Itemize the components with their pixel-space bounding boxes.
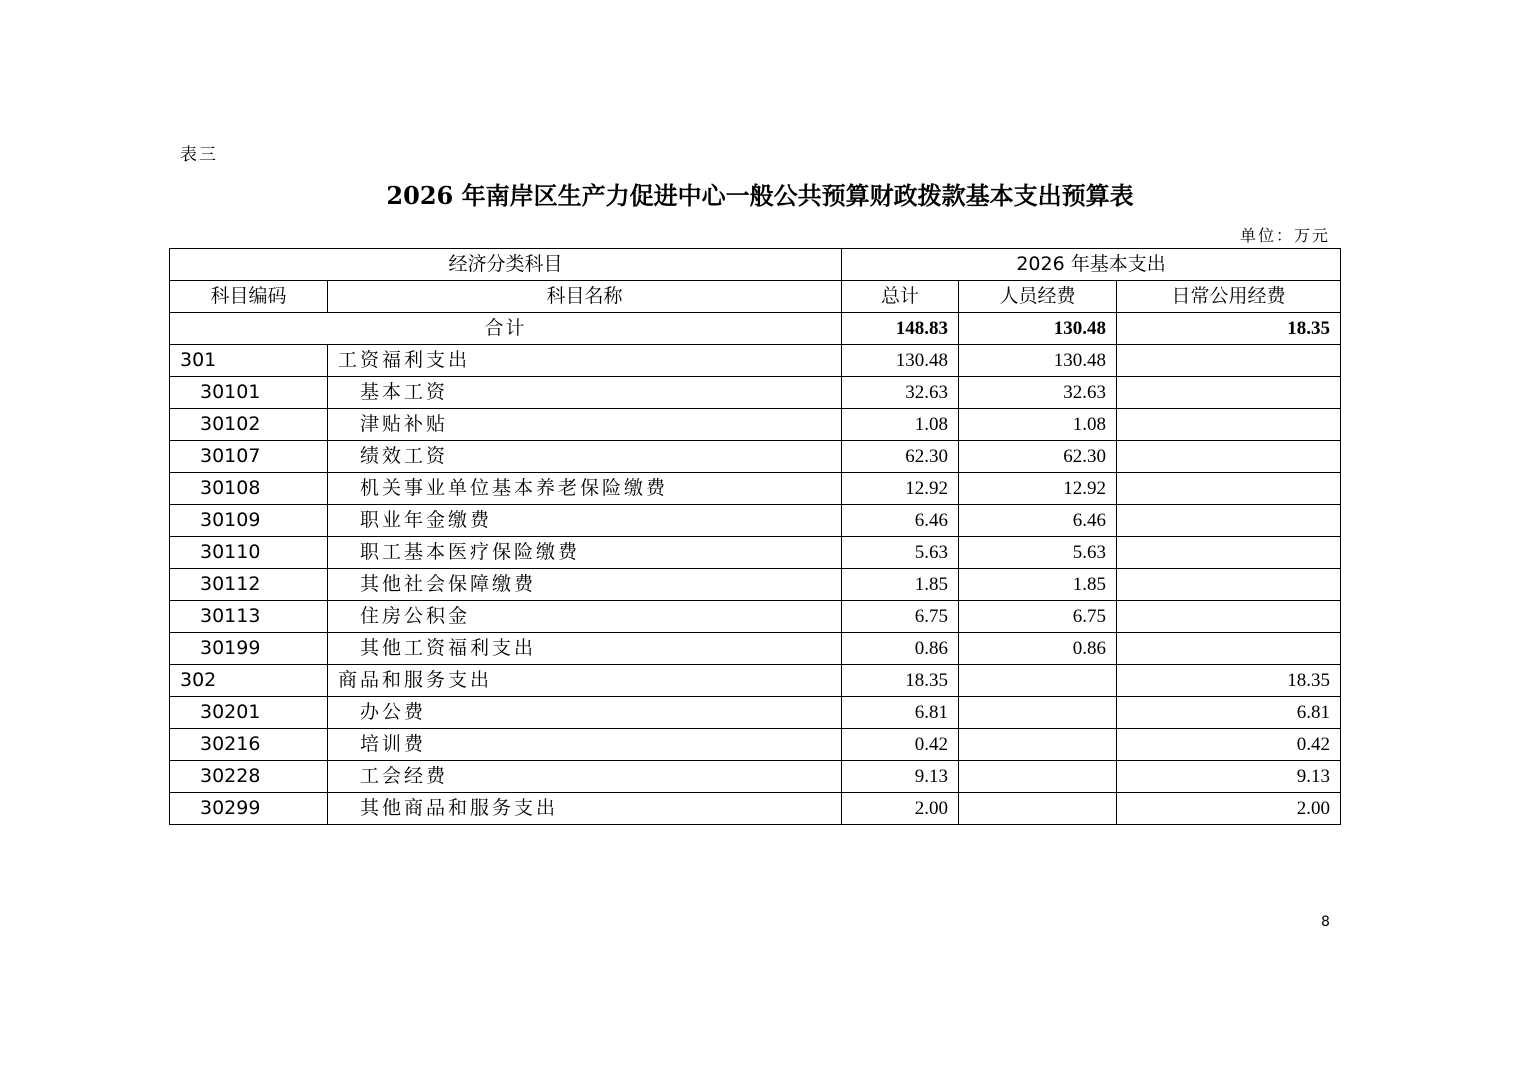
table-row [170,665,1341,697]
cell-personnel: 6.75 [959,601,1117,633]
column-header-daily-public: 日常公用经费 [1117,281,1341,313]
total-personnel: 130.48 [959,313,1117,345]
cell-name: 住房公积金 [328,601,842,633]
cell-total: 32.63 [842,377,959,409]
cell-daily-public: 2.00 [1117,793,1341,825]
table-row [170,377,1341,409]
total-daily-public: 18.35 [1117,313,1341,345]
cell-personnel: 62.30 [959,441,1117,473]
unit-label: 单位：万元 [1239,226,1330,245]
group-header-economic-classification: 经济分类科目 [170,249,842,281]
cell-total: 6.46 [842,505,959,537]
table-row [170,409,1341,441]
cell-name: 培训费 [328,729,842,761]
cell-personnel: 1.85 [959,569,1117,601]
cell-daily-public: 6.81 [1117,697,1341,729]
table-row [170,697,1341,729]
cell-daily-public [1117,537,1341,569]
cell-total: 9.13 [842,761,959,793]
group-header-row [170,249,1341,281]
cell-total: 6.81 [842,697,959,729]
cell-daily-public [1117,633,1341,665]
table-row [170,441,1341,473]
cell-name: 其他社会保障缴费 [328,569,842,601]
column-header-name: 科目名称 [328,281,842,313]
total-row [170,313,1341,345]
cell-total: 12.92 [842,473,959,505]
table-row [170,761,1341,793]
cell-code: 302 [170,665,328,697]
cell-code: 30102 [170,409,328,441]
cell-code: 30113 [170,601,328,633]
table-row [170,569,1341,601]
cell-name: 机关事业单位基本养老保险缴费 [328,473,842,505]
table-row [170,473,1341,505]
column-header-total: 总计 [842,281,959,313]
cell-code: 30201 [170,697,328,729]
cell-total: 1.08 [842,409,959,441]
cell-personnel [959,761,1117,793]
column-header-personnel: 人员经费 [959,281,1117,313]
cell-personnel: 12.92 [959,473,1117,505]
cell-name: 津贴补贴 [328,409,842,441]
cell-name: 办公费 [328,697,842,729]
cell-daily-public [1117,377,1341,409]
cell-total: 0.86 [842,633,959,665]
table-label: 表三 [180,145,218,165]
cell-name: 职工基本医疗保险缴费 [328,537,842,569]
cell-personnel [959,697,1117,729]
cell-code: 30299 [170,793,328,825]
cell-total: 6.75 [842,601,959,633]
cell-total: 62.30 [842,441,959,473]
total-label: 合计 [170,313,842,345]
cell-total: 18.35 [842,665,959,697]
cell-daily-public [1117,569,1341,601]
cell-code: 30112 [170,569,328,601]
cell-personnel: 32.63 [959,377,1117,409]
cell-total: 2.00 [842,793,959,825]
cell-name: 商品和服务支出 [328,665,842,697]
cell-code: 301 [170,345,328,377]
cell-personnel: 5.63 [959,537,1117,569]
cell-daily-public [1117,601,1341,633]
cell-daily-public: 0.42 [1117,729,1341,761]
cell-personnel: 1.08 [959,409,1117,441]
cell-daily-public: 9.13 [1117,761,1341,793]
cell-code: 30108 [170,473,328,505]
cell-total: 1.85 [842,569,959,601]
cell-code: 30101 [170,377,328,409]
table-row [170,601,1341,633]
table-row [170,537,1341,569]
cell-daily-public [1117,441,1341,473]
cell-code: 30110 [170,537,328,569]
table-row [170,729,1341,761]
cell-name: 其他工资福利支出 [328,633,842,665]
cell-personnel: 0.86 [959,633,1117,665]
column-header-row [170,281,1341,313]
cell-name: 职业年金缴费 [328,505,842,537]
table-row [170,793,1341,825]
cell-personnel [959,793,1117,825]
cell-personnel [959,729,1117,761]
column-header-code: 科目编码 [170,281,328,313]
page-number: 8 [1321,914,1330,930]
table-row [170,633,1341,665]
cell-daily-public [1117,473,1341,505]
cell-code: 30109 [170,505,328,537]
cell-personnel [959,665,1117,697]
cell-code: 30107 [170,441,328,473]
table-row [170,345,1341,377]
cell-code: 30199 [170,633,328,665]
cell-name: 基本工资 [328,377,842,409]
cell-name: 工会经费 [328,761,842,793]
cell-name: 工资福利支出 [328,345,842,377]
cell-daily-public [1117,345,1341,377]
cell-code: 30216 [170,729,328,761]
cell-daily-public [1117,409,1341,441]
total-total: 148.83 [842,313,959,345]
cell-name: 绩效工资 [328,441,842,473]
cell-personnel: 6.46 [959,505,1117,537]
cell-code: 30228 [170,761,328,793]
cell-personnel: 130.48 [959,345,1117,377]
cell-total: 0.42 [842,729,959,761]
cell-daily-public [1117,505,1341,537]
cell-total: 5.63 [842,537,959,569]
group-header-basic-expenditure: 2026 年基本支出 [842,249,1341,281]
cell-daily-public: 18.35 [1117,665,1341,697]
cell-total: 130.48 [842,345,959,377]
cell-name: 其他商品和服务支出 [328,793,842,825]
document-title: 2026 年南岸区生产力促进中心一般公共预算财政拨款基本支出预算表 [386,181,1134,210]
budget-table [169,248,1341,825]
table-row [170,505,1341,537]
